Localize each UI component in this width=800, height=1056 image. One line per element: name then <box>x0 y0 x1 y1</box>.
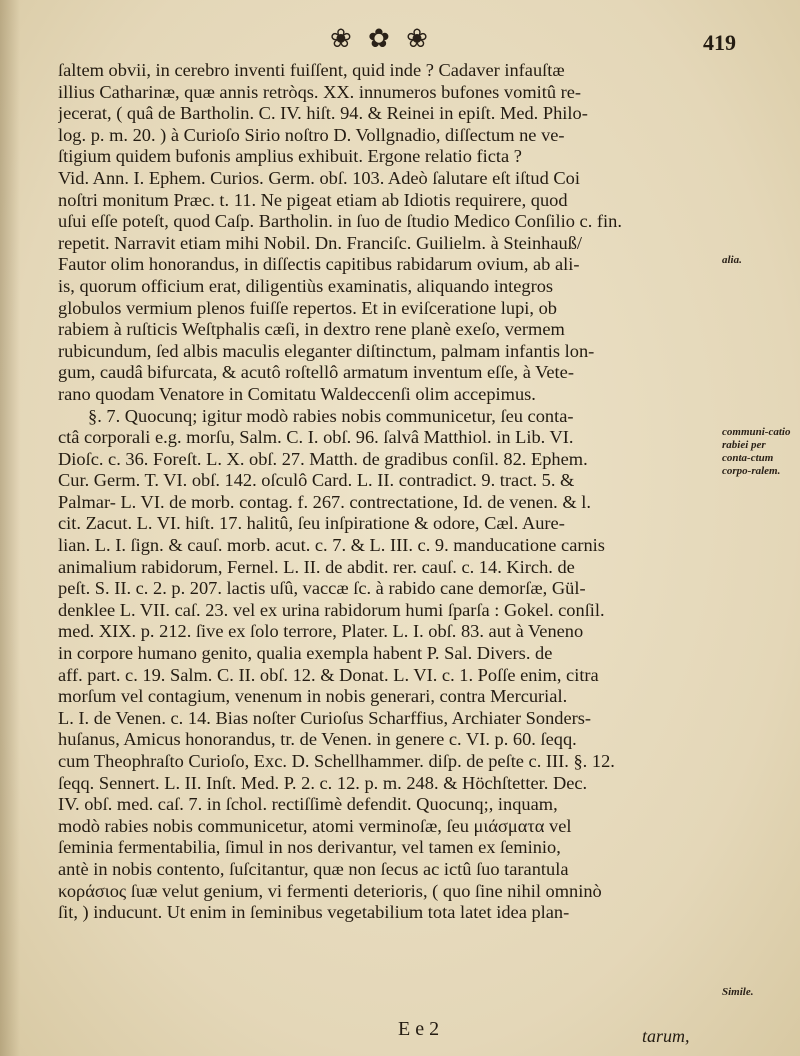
margin-note-communicatio: communi-catio rabiei per conta-ctum corpo-ralem. <box>722 426 791 477</box>
text-line: ctâ corporali e.g. morſu, Salm. C. I. obſ. 96. ſalvâ Matthiol. in Lib. VI. <box>58 427 574 448</box>
text-line: ſit, ) inducunt. Ut enim in ſeminibus vegetabilium tota latet idea plan- <box>58 902 570 923</box>
margin-note-alia: alia. <box>722 254 742 266</box>
catchword: tarum, <box>642 1026 690 1046</box>
text-line: jecerat, ( quâ de Bartholin. C. IV. hiſt. 94. & Reinei in epiſt. Med. Philo- <box>58 103 588 124</box>
text-line: antè in nobis contento, ſuſcitantur, quæ non ſecus ac ictû ſuo tarantula <box>58 858 569 879</box>
text-line: §. 7. Quocunq; igitur modò rabies nobis communicetur, ſeu conta- <box>88 405 574 426</box>
signature-mark: E e 2 <box>398 1018 440 1040</box>
text-line: ſaltem obvii, in cerebro inventi fuiſſent, quid inde ? Cadaver infauſtæ <box>58 60 565 80</box>
text-line: cit. Zacut. L. VI. hiſt. 17. halitû, ſeu inſpiratione & odore, Cæl. Aure- <box>58 513 565 534</box>
text-line: modò rabies nobis communicetur, atomi verminoſæ, ſeu μιάσματα vel <box>58 815 572 836</box>
text-line: rubicundum, ſed albis maculis eleganter diſtinctum, palmam infantis lon- <box>58 340 595 361</box>
text-line: globulos vermium plenos fuiſſe repertos. Et in eviſceratione lupi, ob <box>58 297 557 318</box>
text-line: Vid. Ann. I. Ephem. Curios. Germ. obſ. 103. Adeò ſalutare eſt iſtud Coi <box>58 167 580 188</box>
text-line: log. p. m. 20. ) à Curioſo Sirio noſtro D. Vollgnadio, diſſectum ne ve- <box>58 124 565 145</box>
body-text <box>58 60 706 924</box>
text-line: Fautor olim honorandus, in diſſectis capitibus rabidarum ovium, ab ali- <box>58 254 580 275</box>
text-line: uſui eſſe poteſt, quod Caſp. Bartholin. in ſuo de ſtudio Medico Conſilio c. fin. <box>58 211 622 232</box>
text-line: Palmar- L. VI. de morb. contag. f. 267. contrectatione, Id. de venen. & l. <box>58 491 591 512</box>
text-line: huſanus, Amicus honorandus, tr. de Venen. in genere c. VI. p. 60. ſeqq. <box>58 729 577 750</box>
page-header <box>0 22 800 56</box>
gutter-shadow <box>0 0 20 1056</box>
text-line: repetit. Narravit etiam mihi Nobil. Dn. Franciſc. Guilielm. à Steinhauß/ <box>58 232 583 253</box>
page-footer <box>0 1016 800 1046</box>
text-line: L. I. de Venen. c. 14. Bias noſter Curioſus Scharffius, Archiater Sonders- <box>58 707 592 728</box>
text-line: gum, caudâ bifurcata, & acutô roſtellô armatum inventum eſſe, à Vete- <box>58 362 574 383</box>
text-line: κοράσιος ſuæ velut genium, vi fermenti deterioris, ( quo ſine nihil omninò <box>58 880 602 901</box>
header-ornament: ❀ ✿ ❀ <box>330 24 432 54</box>
text-line: is, quorum officium erat, diligentiùs examinatis, aliquando integros <box>58 275 554 296</box>
text-line: denklee L. VII. caſ. 23. vel ex urina rabidorum humi ſparſa : Gokel. conſil. <box>58 599 605 620</box>
text-line: illius Catharinæ, quæ annis retròqs. XX. innumeros bufones vomitû re- <box>58 81 582 102</box>
text-line: aff. part. c. 19. Salm. C. II. obſ. 12. & Donat. L. VI. c. 1. Poſſe enim, citra <box>58 664 599 685</box>
margin-note-simile: Simile. <box>722 986 754 998</box>
text-line: ſeminia fermentabilia, ſimul in nos derivantur, vel tamen ex ſeminio, <box>58 837 561 858</box>
text-line: animalium rabidorum, Fernel. L. II. de abdit. rer. cauſ. c. 14. Kirch. de <box>58 556 575 577</box>
text-line: med. XIX. p. 212. ſive ex ſolo terrore, Plater. L. I. obſ. 83. aut à Veneno <box>58 621 584 642</box>
text-line: noſtri monitum Præc. t. 11. Ne pigeat etiam ab Idiotis requirere, quod <box>58 189 568 210</box>
text-line: ſeqq. Sennert. L. II. Inſt. Med. P. 2. c. 12. p. m. 248. & Höchſtetter. Dec. <box>58 772 588 793</box>
text-line: rabiem à ruſticis Weſtphalis cæſi, in dextro rene planè exeſo, vermem <box>58 319 565 340</box>
text-line: peſt. S. II. c. 2. p. 207. lactis uſû, vaccæ ſc. à rabido cane demorſæ, Gül- <box>58 578 586 599</box>
text-line: lian. L. I. ſign. & cauſ. morb. acut. c. 7. & L. III. c. 9. manducatione carnis <box>58 535 605 556</box>
text-line: cum Theophraſto Curioſo, Exc. D. Schellhammer. diſp. de peſte c. III. §. 12. <box>58 751 615 771</box>
text-line: Dioſc. c. 36. Foreſt. L. X. obſ. 27. Matth. de gradibus conſil. 82. Ephem. <box>58 448 588 469</box>
text-line: ſtigium quidem bufonis amplius exhibuit. Ergone relatio ficta ? <box>58 146 522 167</box>
text-line: morſum vel contagium, venenum in nobis generari, contra Mercurial. <box>58 686 568 707</box>
text-line: IV. obſ. med. caſ. 7. in ſchol. rectiſſimè defendit. Quocunq;, inquam, <box>58 794 558 815</box>
text-line: Cur. Germ. T. VI. obſ. 142. oſculô Card. L. II. contradict. 9. tract. 5. & <box>58 470 575 491</box>
text-line: in corpore humano genito, qualia exempla habent P. Sal. Divers. de <box>58 643 553 664</box>
text-line: rano quodam Venatore in Comitatu Waldeccenſi olim accepimus. <box>58 383 536 404</box>
page-number: 419 <box>703 30 736 55</box>
